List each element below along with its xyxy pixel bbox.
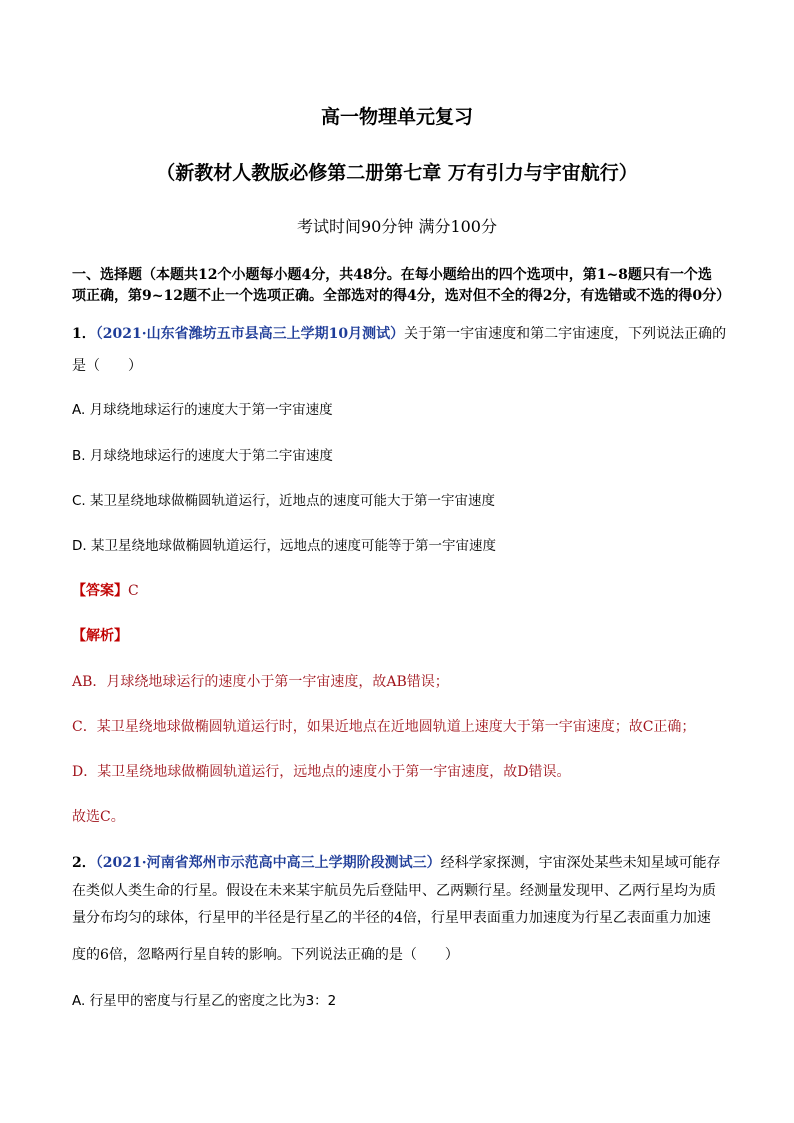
section-instructions-line-1: 一、选择题（本题共12个小题每小题4分，共48分。在每小题给出的四个选项中，第1~8题只有一个选 — [72, 267, 712, 283]
answer-label: 【答案】 — [72, 583, 128, 599]
page-title: 高一物理单元复习 — [320, 106, 473, 128]
question-source: （2021·山东省潍坊五市县高三上学期10月测试） — [95, 326, 405, 342]
question-1-analysis-line-3: D．某卫星绕地球做椭圆轨道运行，远地点的速度小于第一宇宙速度，故D错误。 — [72, 764, 571, 780]
question-2-stem-line-1 — [72, 853, 722, 873]
question-text: 关于第一宇宙速度和第二宇宙速度，下列说法正确的 — [404, 326, 727, 342]
question-number: 2． — [72, 855, 96, 871]
question-number: 1． — [72, 326, 96, 342]
question-1-option-d: D. 某卫星绕地球做椭圆轨道运行，远地点的速度可能等于第一宇宙速度 — [72, 538, 496, 554]
question-1-answer — [72, 581, 722, 601]
question-1-option-a: A. 月球绕地球运行的速度大于第一宇宙速度 — [72, 402, 333, 418]
question-1-stem-line-1 — [72, 324, 727, 344]
page-subtitle: （新教材人教版必修第二册第七章 万有引力与宇宙航行） — [156, 162, 638, 184]
section-instructions-line-2: 项正确，第9~12题不止一个选项正确。全部选对的得4分，选对但不全的得2分，有选错或不选的得0分） — [72, 288, 731, 304]
exam-info: 考试时间90分钟 满分100分 — [297, 217, 497, 236]
question-source: （2021·河南省郑州市示范高中高三上学期阶段测试三） — [95, 855, 441, 871]
question-1-analysis-line-2: C．某卫星绕地球做椭圆轨道运行时，如果近地点在近地圆轨道上速度大于第一宇宙速度；故C正确； — [72, 719, 696, 735]
question-2-stem-line-4: 度的6倍，忽略两行星自转的影响。下列说法正确的是（ ） — [72, 947, 459, 963]
question-1-option-b: B. 月球绕地球运行的速度大于第二宇宙速度 — [72, 448, 333, 464]
question-text: 经科学家探测，宇宙深处某些未知星域可能存 — [440, 855, 721, 871]
answer-value: C — [128, 583, 139, 599]
question-1-option-c: C. 某卫星绕地球做椭圆轨道运行，近地点的速度可能大于第一宇宙速度 — [72, 493, 496, 509]
question-2-stem-line-2: 在类似人类生命的行星。假设在未来某宇航员先后登陆甲、乙两颗行星。经测量发现甲、乙两行星均为质 — [72, 883, 716, 899]
question-1-analysis-line-1: AB．月球绕地球运行的速度小于第一宇宙速度，故AB错误； — [72, 674, 449, 690]
question-1-analysis-label: 【解析】 — [72, 628, 128, 644]
question-2-option-a: A. 行星甲的密度与行星乙的密度之比为3：2 — [72, 993, 337, 1009]
question-1-conclusion: 故选C。 — [72, 809, 125, 825]
question-1-stem-line-2: 是（ ） — [72, 358, 142, 374]
question-2-stem-line-3: 量分布均匀的球体，行星甲的半径是行星乙的半径的4倍，行星甲表面重力加速度为行星乙表面重力加速 — [72, 910, 711, 926]
